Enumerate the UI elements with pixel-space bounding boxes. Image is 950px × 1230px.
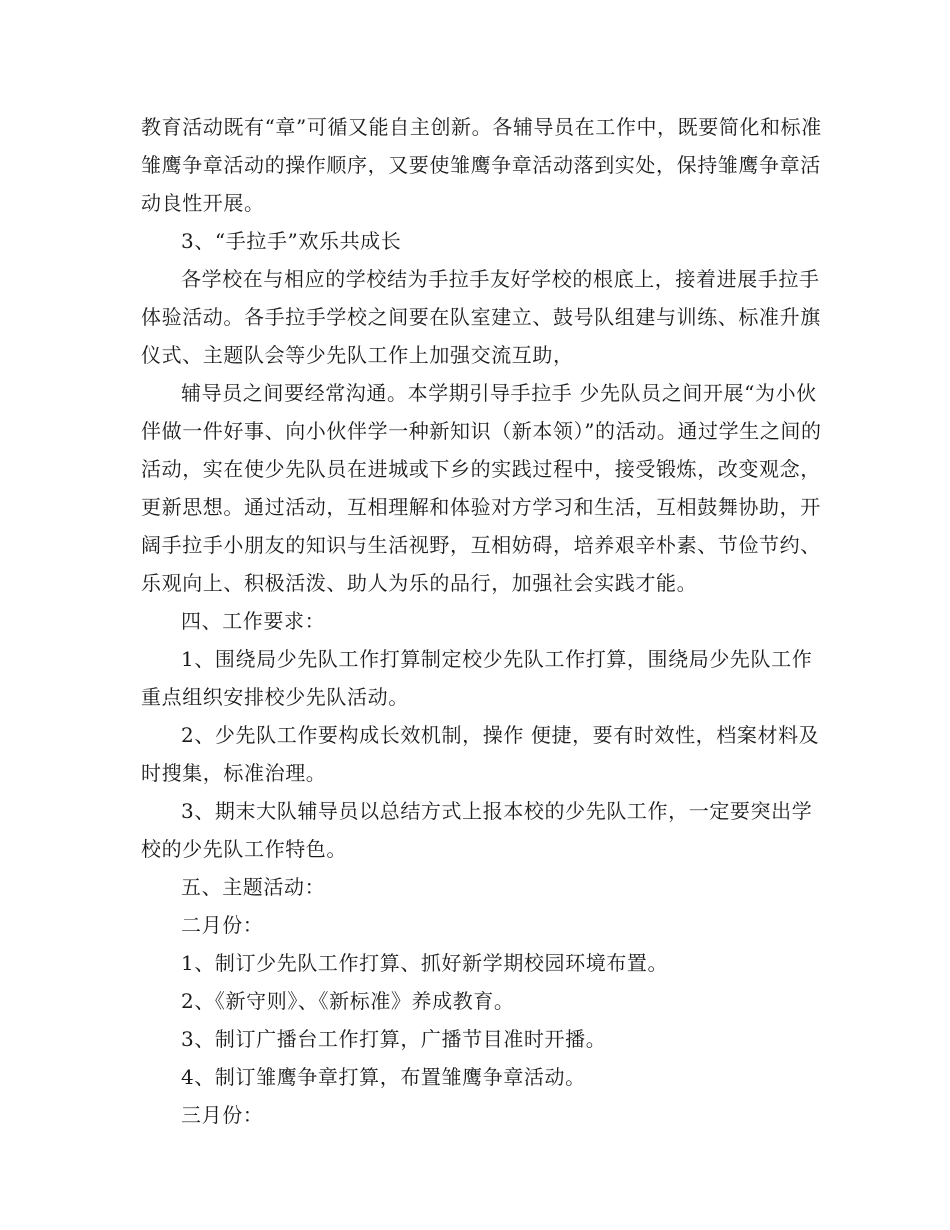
paragraph: 辅导员之间要经常沟通。本学期引导手拉手 少先队员之间开展“为小伙伴做一件好事、向小伙伴学一种新知识（新本领）”的活动。通过学生之间的活动，实在使少先队员在进城或下乡的实践过程中，接受锻炼，改变观念，更新思想。通过活动，互相理解和体验对方学习和生活，互相鼓舞协助，开阔手拉手小朋友的知识与生活视野，互相妨碍，培养艰辛朴素、节俭节约、乐观向上、积极活泼、助人为乐的品行，加强社会实践才能。 [141,381,822,595]
paragraph: 教育活动既有“章”可循又能自主创新。各辅导员在工作中，既要简化和标准雏鹰争章活动的操作顺序，又要使雏鹰争章活动落到实处，保持雏鹰争章活动良性开展。 [141,115,822,215]
list-item: 3、期末大队辅导员以总结方式上报本校的少先队工作，一定要突出学校的少先队工作特色。 [141,799,813,861]
list-item: 2、少先队工作要构成长效机制，操作 便捷，要有时效性，档案材料及时搜集，标准治理。 [141,723,820,785]
document-body [141,108,831,1134]
section-heading: 3、“手拉手”欢乐共成长 [181,229,402,253]
paragraph: 各学校在与相应的学校结为手拉手友好学校的根底上，接着进展手拉手体验活动。各手拉手学校之间要在队室建立、鼓号队组建与训练、标准升旗仪式、主题队会等少先队工作上加强交流互助， [141,267,821,367]
list-item: 3、制订广播台工作打算，广播节目准时开播。 [181,1027,607,1051]
list-item: 2、《新守则》、《新标准》养成教育。 [181,989,515,1013]
list-item: 1、围绕局少先队工作打算制定校少先队工作打算，围绕局少先队工作重点组织安排校少先队活动。 [141,647,813,709]
month-heading: 三月份： [181,1103,264,1127]
list-item: 4、制订雏鹰争章打算，布置雏鹰争章活动。 [181,1065,586,1089]
list-item: 1、制订少先队工作打算、抓好新学期校园环境布置。 [181,951,669,975]
section-heading: 五、主题活动： [181,875,326,899]
month-heading: 二月份： [181,913,264,937]
section-heading: 四、工作要求： [181,609,326,633]
